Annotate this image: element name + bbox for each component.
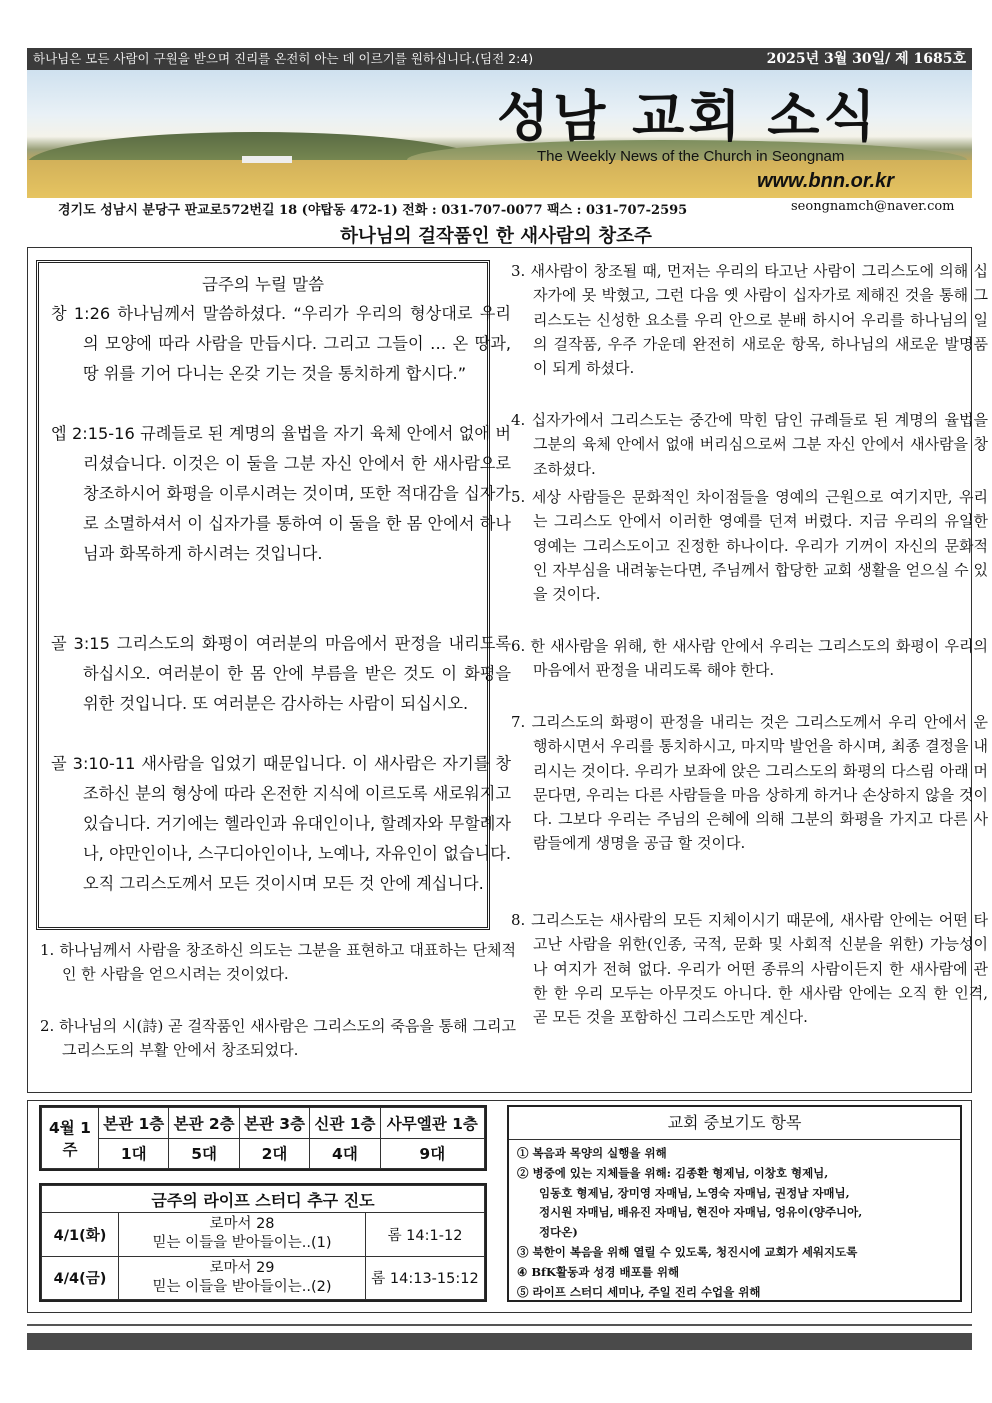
point-item: 3. 새사람이 창조될 때, 먼저는 우리의 타고난 사람이 그리스도에 의해 십자가에 못 박혔고, 그런 다음 옛 사람이 십자가로 제해진 것을 통해 그리스도는 신성한 요소를 우리 안으로 분배 하시어 우리를 하나님의 일의 걸작품, 우주 가운데 완전히 새로운 항목, 하나님의 새로운 발명품이 되게 하셨다.	[511, 262, 988, 378]
schedule-value: 2대	[239, 1138, 309, 1169]
schedule-value: 9대	[380, 1138, 484, 1169]
schedule-column: 사무엘관 1층	[380, 1108, 484, 1139]
study-date: 4/4(금)	[42, 1256, 119, 1300]
headline: 하나님의 걸작품인 한 새사람의 창조주	[340, 226, 652, 247]
address-line	[58, 199, 955, 218]
top-bar	[27, 48, 972, 70]
study-reference: 롬 14:13-15:12	[366, 1256, 485, 1300]
prayer-item: ② 병중에 있는 지체들을 위해: 김종환 형제님, 이창호 형제님,	[517, 1165, 829, 1180]
scripture-verse: 골 3:10-11 새사람을 입었기 때문입니다. 이 새사람은 자기를 창조하신 분의 형상에 따라 온전한 지식에 이르도록 새로워지고 있습니다. 거기에는 헬라인과 유대인이나, 할례자와 무할례자나, 야만인이나, 스구디아인이나, 노예나, 자유인이 없습니다. 오직 그리스도께서 모든 것이시며 모든 것 안에 계십니다.	[51, 754, 511, 893]
prayer-item: ④ BfK활동과 성경 배포를 위해	[517, 1264, 680, 1279]
point-item: 1. 하나님께서 사람을 창조하신 의도는 그분을 표현하고 대표하는 단체적인 한 사람을 얻으시려는 것이었다.	[40, 941, 516, 984]
schedule-value: 4대	[310, 1138, 380, 1169]
newsletter-title: 성남 교회 소식	[497, 85, 880, 148]
scripture-verse: 엡 2:15-16 규례들로 된 계명의 율법을 자기 육체 안에서 없애 버리셨습니다. 이것은 이 둘을 그분 자신 안에서 한 새사람으로 창조하시어 화평을 이루시려는 것이며, 또한 적대감을 십자가로 소멸하셔서 이 십자가를 통하여 이 둘을 한 몸 안에서 하나님과 화목하게 하시려는 것입니다.	[51, 424, 511, 563]
prayer-item: ③ 북한이 복음을 위해 열릴 수 있도록, 청진시에 교회가 세워지도록	[517, 1244, 858, 1259]
prayer-item: 임동호 형제님, 장미영 자매님, 노영숙 자매님, 권정남 자매님,	[539, 1185, 850, 1200]
schedule-column: 신관 1층	[310, 1108, 380, 1139]
schedule-value: 5대	[169, 1138, 239, 1169]
website-link[interactable]: www.bnn.or.kr	[756, 170, 894, 192]
address-text: 경기도 성남시 분당구 판교로572번길 18 (야탑동 472-1) 전화 : 031-707-0077 팩스 : 031-707-2595	[58, 203, 688, 218]
prayer-item: ① 복음과 목양의 실행을 위해	[517, 1146, 667, 1160]
point-item: 5. 세상 사람들은 문화적인 차이점들을 영예의 근원으로 여기지만, 우리는 그리스도 안에서 이러한 영예를 던져 버렸다. 지금 우리의 유일한 영예는 그리스도이고 진정한 하나이다. 우리가 기꺼이 자신의 문화적인 자부심을 내려놓는다면, 주님께서 합당한 교회 생활을 얻으실 수 있을 것이다.	[511, 488, 988, 604]
prayer-item: 정시원 자매님, 배유진 자매님, 현진아 자매님, 엉유이(양주니아,	[539, 1205, 863, 1220]
schedule-column: 본관 3층	[239, 1108, 309, 1139]
point-item: 8. 그리스도는 새사람의 모든 지체이시기 때문에, 새사람 안에는 어떤 타고난 사람을 위한(인종, 국적, 문화 및 사회적 신분을 위한) 가능성이나 여지가 전혀 없다. 우리가 어떤 종류의 사람이든지 한 새사람에 관한 한 우리 모두는 아무것도 아니다. 한 새사람 안에는 오직 한 인격, 곧 모든 것을 포함하신 그리스도만 계신다.	[511, 911, 988, 1027]
schedule-column: 본관 2층	[169, 1108, 239, 1139]
schedule-week: 4월 1주	[42, 1108, 99, 1169]
prayer-heading: 교회 중보기도 항목	[509, 1107, 960, 1140]
point-item: 2. 하나님의 시(詩) 곧 걸작품인 새사람은 그리스도의 죽음을 통해 그리고 그리스도의 부활 안에서 창조되었다.	[40, 1017, 516, 1060]
schedule-column: 본관 1층	[99, 1108, 169, 1139]
schedule-value: 1대	[99, 1138, 169, 1169]
point-item: 7. 그리스도의 화평이 판정을 내리는 것은 그리스도께서 우리 안에서 운행하시면서 우리를 통치하시고, 마지막 발언을 하시며, 최종 결정을 내리시는 것이다. 우리가 보좌에 앉은 그리스도의 화평의 다스림 아래 머문다면, 우리는 다른 사람들을 마음 상하게 하거나 손상하지 않을 것이다. 그보다 우리는 주님의 은혜에 의해 그분의 화평을 가지고 다른 사람들에게 생명을 공급 할 것이다.	[511, 713, 988, 853]
prayer-item: 정다온)	[539, 1225, 578, 1240]
service-schedule	[39, 1105, 487, 1171]
header-verse: 하나님은 모든 사람이 구원을 받으며 진리를 온전히 아는 데 이르기를 원하십니다.(딤전 2:4)	[33, 51, 534, 66]
house-shape	[242, 156, 292, 163]
point-item: 4. 십자가에서 그리스도는 중간에 막힌 담인 규례들로 된 계명의 율법을 그분의 육체 안에서 없애 버리심으로써 그분 자신 안에서 새사람을 창조하셨다.	[511, 411, 988, 478]
study-reference: 롬 14:1-12	[366, 1213, 485, 1257]
prayer-item: ⑤ 라이프 스터디 세미나, 주일 진리 수업을 위해	[517, 1284, 761, 1299]
footer-bar	[27, 1333, 972, 1350]
scripture-verse: 창 1:26 하나님께서 말씀하셨다. “우리가 우리의 형상대로 우리의 모양에 따라 사람을 만듭시다. 그리고 그들이 … 온 땅과, 땅 위를 기어 다니는 온갖 기는 것을 통치하게 합시다.”	[51, 304, 511, 383]
study-title: 로마서 29	[209, 1259, 275, 1276]
footer-divider	[27, 1324, 972, 1326]
life-study-box	[39, 1183, 487, 1302]
life-study-heading: 금주의 라이프 스터디 추구 진도	[42, 1186, 485, 1213]
study-subtitle: 믿는 이들을 받아들이는..(1)	[152, 1235, 332, 1252]
scripture-verse: 골 3:15 그리스도의 화평이 여러분의 마음에서 판정을 내리도록 하십시오. 여러분이 한 몸 안에 부름을 받은 것도 이 화평을 위한 것입니다. 또 여러분은 감사하는 사람이 되십시오.	[51, 634, 511, 713]
study-date: 4/1(화)	[42, 1213, 119, 1257]
study-subtitle: 믿는 이들을 받아들이는..(2)	[152, 1278, 332, 1295]
prayer-box	[507, 1105, 962, 1302]
study-title: 로마서 28	[209, 1216, 275, 1233]
email-link[interactable]: seongnamch@naver.com	[791, 199, 955, 214]
issue-date: 2025년 3월 30일/ 제 1685호	[766, 51, 966, 67]
newsletter-subtitle: The Weekly News of the Church in Seongnam	[537, 148, 845, 165]
scripture-box	[36, 260, 511, 930]
banner-image	[27, 70, 972, 198]
scripture-heading: 금주의 누릴 말씀	[201, 275, 325, 294]
point-item: 6. 한 새사람을 위해, 한 새사람 안에서 우리는 그리스도의 화평이 우리의 마음에서 판정을 내리도록 해야 한다.	[511, 637, 988, 680]
